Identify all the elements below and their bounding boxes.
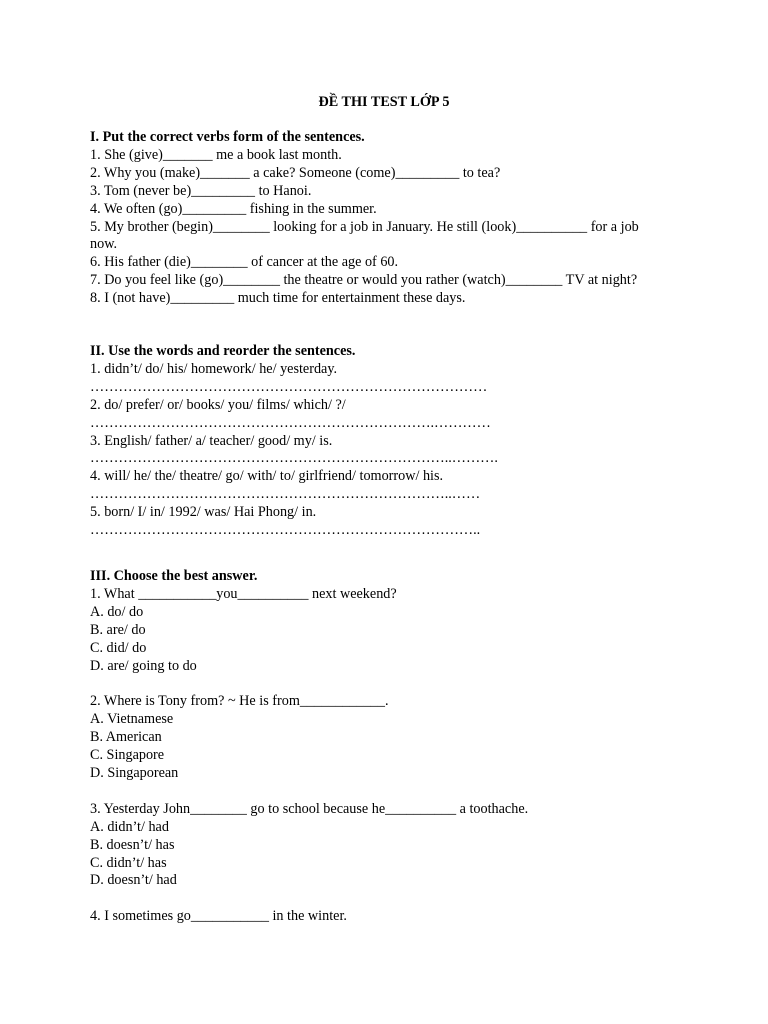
text-line: C. didn’t/ has (90, 854, 167, 871)
text-line: A. Vietnamese (90, 711, 174, 728)
text-line: C. Singapore (90, 747, 165, 764)
text-line: 8. I (not have)_________ much time for entertainment these days. (90, 290, 466, 307)
section-choose (90, 568, 690, 926)
section-heading: III. Choose the best answer. (90, 568, 258, 584)
text-line: 2. Why you (make)_______ a cake? Someone (come)_________ to tea? (90, 164, 501, 181)
section-lines (90, 147, 690, 308)
text-line: …………………………………………………………………..………. (90, 450, 498, 467)
text-line: 3. Yesterday John________ go to school because he__________ a toothache. (90, 800, 529, 817)
text-line: 4. We often (go)_________ fishing in the summer. (90, 200, 377, 217)
text-line (90, 890, 690, 908)
text-line: A. do/ do (90, 603, 144, 620)
text-line: ……………………………………………………………………….. (90, 522, 481, 539)
text-line: B. doesn’t/ has (90, 836, 175, 853)
text-line: C. did/ do (90, 639, 147, 656)
text-line: 5. born/ I/ in/ 1992/ was/ Hai Phong/ in. (90, 504, 317, 521)
text-line: now. (90, 236, 118, 253)
text-line: 4. I sometimes go___________ in the winter. (90, 908, 347, 925)
text-line: ………………………………………………………………………… (90, 378, 488, 395)
section-lines (90, 361, 690, 540)
text-line: 7. Do you feel like (go)________ the theatre or would you rather (watch)________ TV at night? (90, 272, 638, 289)
section-heading: II. Use the words and reorder the sentences. (90, 343, 356, 359)
text-line: D. doesn’t/ had (90, 872, 177, 889)
text-line (90, 783, 690, 801)
text-line: B. American (90, 729, 162, 746)
section-reorder (90, 343, 690, 540)
text-line: 5. My brother (begin)________ looking for a job in January. He still (look)__________ for a job (90, 218, 639, 235)
text-line: 1. She (give)_______ me a book last month. (90, 146, 342, 163)
text-line: 1. What ___________you__________ next weekend? (90, 585, 397, 602)
text-line: 3. English/ father/ a/ teacher/ good/ my/ is. (90, 432, 333, 449)
text-line: A. didn’t/ had (90, 818, 169, 835)
text-line: …………………………………………………………………..…… (90, 486, 481, 503)
section-heading: I. Put the correct verbs form of the sentences. (90, 129, 365, 145)
text-line: B. are/ do (90, 621, 146, 638)
document-title: ĐỀ THI TEST LỚP 5 (318, 94, 450, 110)
text-line: 3. Tom (never be)_________ to Hanoi. (90, 182, 312, 199)
text-line: D. Singaporean (90, 764, 179, 781)
text-line: D. are/ going to do (90, 657, 197, 674)
text-line (90, 675, 690, 693)
text-line: 2. Where is Tony from? ~ He is from____________. (90, 693, 389, 710)
text-line: 6. His father (die)________ of cancer at the age of 60. (90, 254, 399, 271)
section-verbs (90, 129, 690, 308)
text-line: 1. didn’t/ do/ his/ homework/ he/ yesterday. (90, 360, 338, 377)
text-line: 2. do/ prefer/ or/ books/ you/ films/ which/ ?/ (90, 396, 346, 413)
section-lines (90, 586, 690, 926)
text-line: ……………………………………………………………….………… (90, 414, 491, 431)
text-line: 4. will/ he/ the/ theatre/ go/ with/ to/ girlfriend/ tomorrow/ his. (90, 468, 444, 485)
